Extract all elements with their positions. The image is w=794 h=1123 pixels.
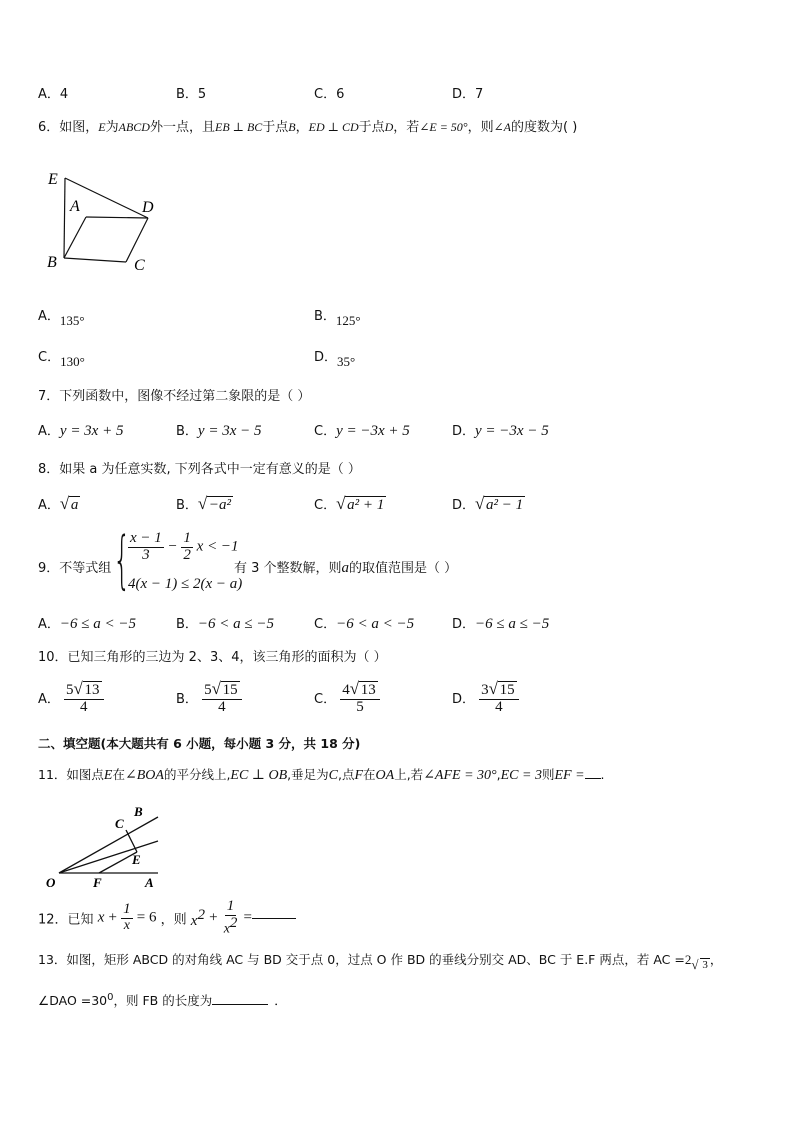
q6-option-d: D．35° — [314, 350, 356, 369]
q6-option-c: C．130° — [38, 350, 85, 369]
q10-stem: 10．已知三角形的三边为 2、3、4，该三角形的面积为（ ） — [38, 650, 387, 665]
q13-answer-blank[interactable] — [212, 1004, 268, 1005]
q7-option-b: B．y = 3x − 5 — [176, 423, 262, 439]
q12-answer-blank[interactable] — [252, 918, 296, 919]
q9-option-a: A．−6 ≤ a < −5 — [38, 616, 137, 632]
q10-option-d: D． 3 √ 15 4 — [452, 683, 519, 716]
q10-option-c: C． 4 √ 13 5 — [314, 683, 380, 716]
q6-label-e: E — [48, 171, 58, 188]
q9-num: 9．不等式组 — [38, 561, 112, 576]
q6-option-b: B．125° — [314, 309, 361, 328]
q11-label-a: A — [145, 875, 154, 890]
q11-label-b: B — [134, 804, 143, 819]
q6-figure — [40, 165, 170, 275]
q9-option-c: C．−6 < a < −5 — [314, 616, 415, 632]
q6-label-d: D — [142, 199, 154, 216]
q11-label-c: C — [115, 816, 124, 831]
q7-option-d: D．y = −3x − 5 — [452, 423, 549, 439]
q6-label-c: C — [134, 257, 145, 274]
q7-stem: 7．下列函数中，图像不经过第二象限的是（ ） — [38, 389, 311, 404]
q13-line2: ∠DAO $=30^0$，则 FB 的长度为 ． — [38, 991, 287, 1008]
q6-label-a: A — [70, 198, 80, 215]
q5-option-c: C．6 — [314, 87, 345, 102]
q9-line2: 4(x − 1) ≤ 2(x − a) — [128, 576, 243, 592]
q8-option-d: D． √ a² − 1 — [452, 494, 524, 513]
section-title: 二、填空题(本大题共有 6 小题，每小题 3 分，共 18 分) — [38, 736, 361, 751]
q5-option-d: D．7 — [452, 87, 484, 102]
q11-stem: 11．如图点E在∠BOA的平分线上,EC ⊥ OB,垂足为C,点F在OA上,若∠AFE = 30°,EC = 3则EF = . — [38, 767, 605, 783]
q8-option-a: A． √ a — [38, 494, 79, 513]
q9-option-b: B．−6 < a ≤ −5 — [176, 616, 275, 632]
q8-option-c: C． √ a² + 1 — [314, 494, 385, 513]
q9-brace: { — [113, 523, 131, 596]
q9-tail: 有 3 个整数解，则a的取值范围是（ ） — [234, 560, 458, 576]
q12-line: 12．已知 x + $\frac{1}{x}$ = 6 ，则 $x^2$ + $\frac{1}{x^2}$ = — [38, 899, 296, 937]
q8-stem: 8．如果 a 为任意实数, 下列各式中一定有意义的是（ ） — [38, 462, 361, 477]
q9-line1: $\frac{x - 1}{3}$ − $\frac{1}{2}$ x < −1 — [130, 530, 239, 563]
q11-label-e: E — [132, 852, 141, 867]
q11-answer-blank[interactable] — [585, 778, 601, 779]
q10-option-a: A． 5 √ 13 4 — [38, 683, 104, 716]
q6-stem: 6．如图，E为ABCD外一点，且EB ⊥ BC于点B，ED ⊥ CD于点D，若∠E = 50°，则∠A的度数为( ) — [38, 120, 578, 135]
q5-option-a: A．4 — [38, 87, 69, 102]
q6-label-b: B — [47, 254, 57, 271]
q8-option-b: B． √ −a² — [176, 494, 232, 513]
q9-option-d: D．−6 ≤ a ≤ −5 — [452, 616, 550, 632]
q10-option-b: B． 5 √ 15 4 — [176, 683, 242, 716]
q6-option-a: A．135° — [38, 309, 85, 328]
q11-figure — [44, 803, 164, 891]
q5-option-b: B．5 — [176, 87, 207, 102]
q13-line1: 13．如图，矩形 ABCD 的对角线 AC 与 BD 交于点 0，过点 O 作 BD 的垂线分别交 AD、BC 于 E.F 两点，若 AC =2 √ 3 ， — [38, 952, 723, 972]
q11-label-o: O — [46, 875, 56, 890]
q7-option-a: A．y = 3x + 5 — [38, 423, 124, 439]
q11-label-f: F — [93, 875, 102, 890]
q7-option-c: C．y = −3x + 5 — [314, 423, 410, 439]
